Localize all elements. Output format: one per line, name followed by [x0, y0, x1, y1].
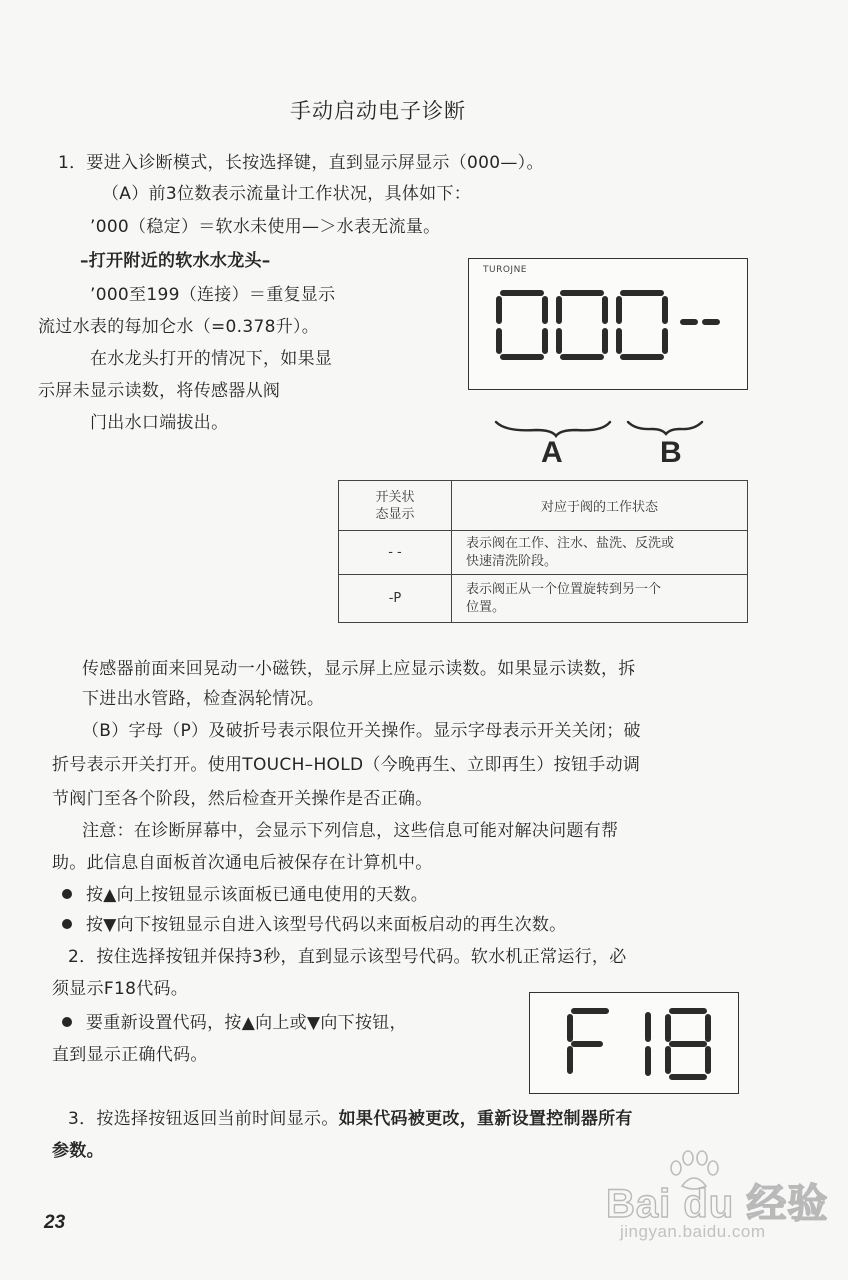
step1-a-line3a: ’000至199（连接）＝重复显示	[90, 285, 336, 305]
page-number: 23	[44, 1212, 66, 1233]
watermark-url: jingyan.baidu.com	[620, 1222, 766, 1241]
step1-text: 1．要进入诊断模式，长按选择键，直到显示屏显示（000—）。	[58, 153, 544, 173]
table-row	[339, 575, 748, 623]
table-cell-desc: 表示阀正从一个位置旋转到另一个 位置。	[452, 575, 748, 623]
note-line1: 注意：在诊断屏幕中，会显示下列信息，这些信息可能对解决问题有帮	[82, 821, 619, 841]
bullet-dot-icon	[62, 919, 72, 929]
step1-a-line3b: 流过水表的每加仑水（=0.378升）。	[38, 317, 320, 337]
page-title: 手动启动电子诊断	[290, 99, 466, 123]
bullet-dot-icon	[62, 1017, 72, 1027]
bullet-dot-icon	[62, 889, 72, 899]
seven-segment-f18	[530, 993, 738, 1093]
table-header-col1: 开关状 态显示	[339, 481, 452, 531]
step1-a-intro: （A）前3位数表示流量计工作状况，具体如下：	[102, 184, 472, 204]
step2-line2: 须显示F18代码。	[52, 979, 189, 999]
step2-bullet: 要重新设置代码，按▲向上或▼向下按钮，	[62, 1012, 407, 1034]
lcd-brand: TUROJNE	[483, 265, 527, 275]
step1-a-line4b: 示屏未显示读数，将传感器从阀	[38, 381, 281, 401]
para-b-line2: 折号表示开关打开。使用TOUCH–HOLD（今晚再生、立即再生）按钮手动调	[52, 755, 641, 775]
para-b-line3: 节阀门至各个阶段，然后检查开关操作是否正确。	[52, 789, 433, 809]
bullet-down: 按▼向下按钮显示自进入该型号代码以来面板启动的再生次数。	[62, 914, 566, 936]
sensor-line1: 传感器前面来回晃动一小磁铁，显示屏上应显示读数。如果显示读数，拆	[82, 659, 636, 679]
lcd-display-f18	[529, 992, 739, 1094]
label-b: B	[660, 436, 682, 469]
step1-a-line2: –打开附近的软水水龙头–	[80, 251, 271, 271]
step1-a-line4c: 门出水口端拔出。	[90, 413, 229, 433]
step3-line2: 参数。	[52, 1141, 104, 1161]
switch-status-table	[338, 480, 748, 623]
table-header-col2: 对应于阀的工作状态	[452, 481, 748, 531]
table-cell-code: - -	[339, 531, 452, 575]
watermark-logo: Bai du 经验	[606, 1182, 829, 1226]
lcd-display-000	[468, 258, 748, 390]
table-cell-code: -P	[339, 575, 452, 623]
step2-bullet-cont: 直到显示正确代码。	[52, 1045, 208, 1065]
seven-segment-000-dash-dash	[469, 259, 747, 389]
table-header-row	[339, 481, 748, 531]
label-a: A	[541, 436, 563, 469]
brace-marks	[490, 414, 720, 440]
table-row	[339, 531, 748, 575]
note-line2: 助。此信息自面板首次通电后被保存在计算机中。	[52, 853, 433, 873]
step1-a-line4a: 在水龙头打开的情况下，如果显	[90, 349, 333, 369]
step2-line1: 2．按住选择按钮并保持3秒，直到显示该型号代码。软水机正常运行，必	[68, 947, 627, 967]
para-b-line1: （B）字母（P）及破折号表示限位开关操作。显示字母表示开关关闭；破	[82, 721, 641, 741]
bullet-up: 按▲向上按钮显示该面板已通电使用的天数。	[62, 884, 428, 906]
step1-a-line1: ’000（稳定）＝软水未使用—＞水表无流量。	[90, 217, 441, 237]
step3-line1: 3．按选择按钮返回当前时间显示。如果代码被更改，重新设置控制器所有	[68, 1109, 633, 1129]
table-cell-desc: 表示阀在工作、注水、盐洗、反洗或 快速清洗阶段。	[452, 531, 748, 575]
sensor-line2: 下进出水管路，检查涡轮情况。	[82, 689, 325, 709]
